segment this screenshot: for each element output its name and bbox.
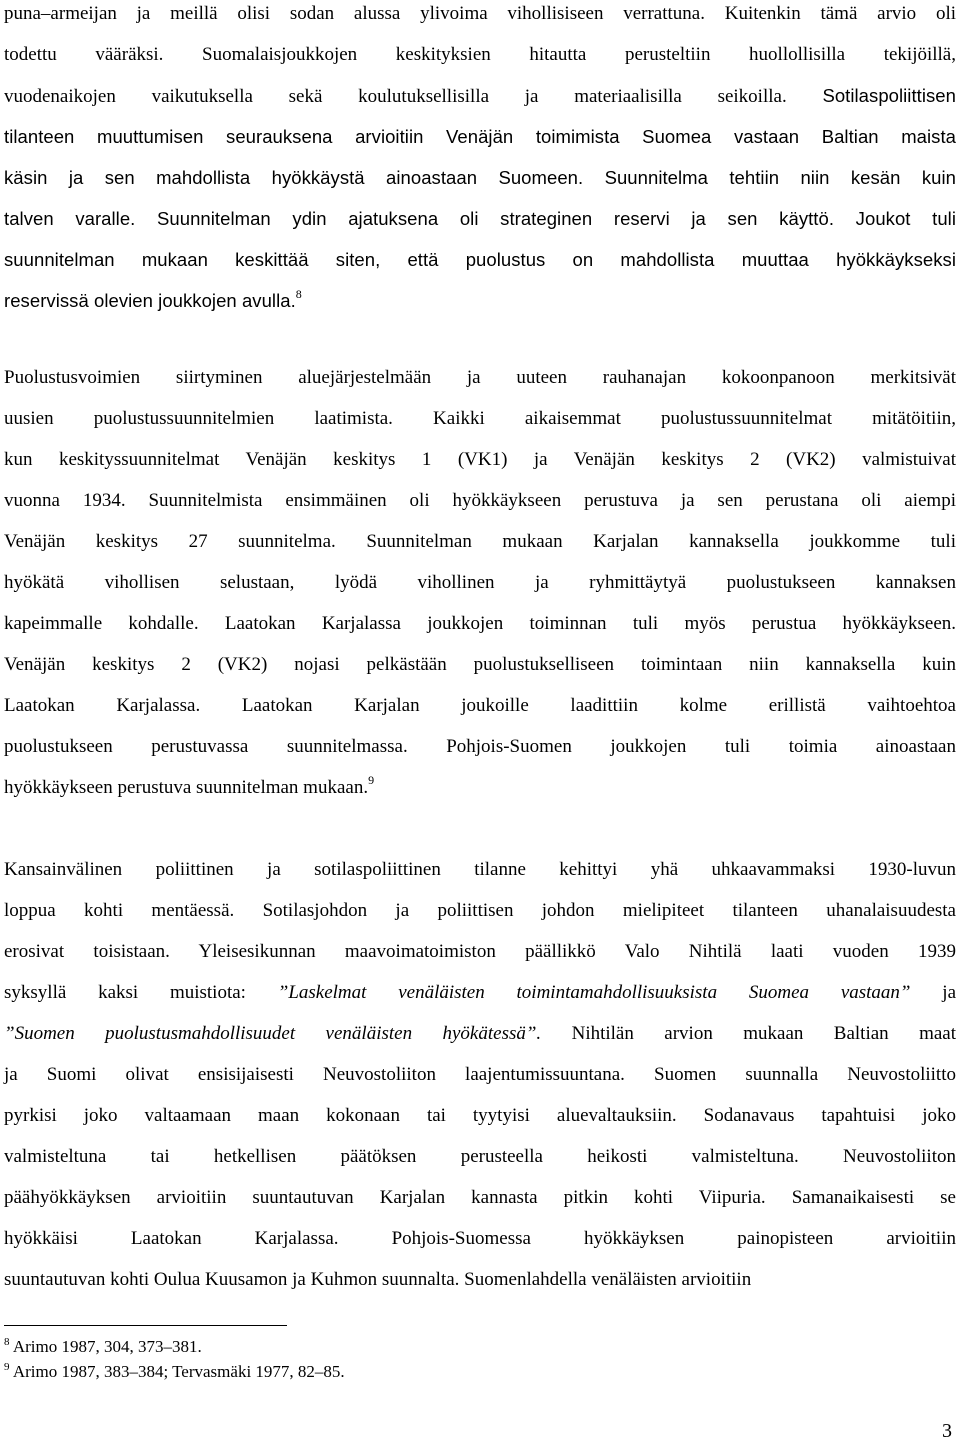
text-line [4, 685, 956, 726]
footnote-8-number: 8 [4, 1336, 10, 1348]
footnote-8-text: Arimo 1987, 304, 373–381. [12, 1337, 202, 1356]
text-line [4, 116, 956, 157]
text-segment: uusien puolustussuunnitelmien laatimista. Kaikki aikaisemmat puolustussuunnitelmat mitätöitiin, [4, 408, 956, 429]
footnote-9-text: Arimo 1987, 383–384; Tervasmäki 1977, 82–85. [12, 1362, 345, 1381]
text-segment: reservissä olevien joukkojen avulla. [4, 290, 296, 311]
text-line [4, 1013, 956, 1054]
text-segment: kun keskityssuunnitelmat Venäjän keskitys 1 (VK1) ja Venäjän keskitys 2 (VK2) valmistuivat [4, 449, 956, 470]
text-segment: ja Suomi olivat ensisijaisesti Neuvostoliiton laajentumissuuntana. Suomen suunnalla Neuvostoliitto [4, 1064, 956, 1085]
text-line [4, 972, 956, 1013]
paragraph-3 [4, 849, 956, 1300]
text-segment: Sotilaspoliittisen [822, 85, 956, 106]
footnote-9 [4, 1362, 345, 1382]
text-line [4, 890, 956, 931]
text-segment: vuodenaikojen vaikutuksella sekä koulutuksellisilla ja materiaalisilla seikoilla. [4, 86, 823, 107]
footnote-9-number: 9 [4, 1361, 10, 1373]
text-segment: suuntautuvan kohti Oulua Kuusamon ja Kuhmon suunnalta. Suomenlahdella venäläisten arvioitiin [4, 1269, 752, 1290]
text-line [4, 767, 956, 808]
text-line [4, 198, 956, 239]
text-line [4, 357, 956, 398]
text-segment: Nihtilän arvion mukaan Baltian maat [541, 1023, 956, 1044]
text-segment: päähyökkäyksen arvioitiin suuntautuvan Karjalan kannasta pitkin kohti Viipuria. Samanaikaisesti se [4, 1187, 956, 1208]
text-segment: syksyllä kaksi muistiota: [4, 982, 278, 1003]
text-line [4, 239, 956, 280]
text-line [4, 1054, 956, 1095]
text-line [4, 157, 956, 198]
text-line [4, 1136, 956, 1177]
text-segment: todettu vääräksi. Suomalaisjoukkojen keskityksien hitautta perusteltiin huollollisilla tekijöillä, [4, 44, 956, 65]
footnote-reference: 9 [368, 773, 375, 787]
text-segment: tilanteen muuttumisen seurauksena arvioitiin Venäjän toimimista Suomea vastaan Baltian maista [4, 126, 956, 147]
text-segment: ”Suomen puolustusmahdollisuudet venäläisten hyökätessä”. [4, 1023, 542, 1044]
text-segment: Venäjän keskitys 27 suunnitelma. Suunnitelman mukaan Karjalan kannaksella joukkomme tuli [4, 531, 956, 552]
text-line [4, 726, 956, 767]
paragraph-1 [4, 0, 956, 321]
text-segment: käsin ja sen mahdollista hyökkäystä ainoastaan Suomeen. Suunnitelma tehtiin niin kesän kuin [4, 167, 956, 188]
text-segment: erosivat toisistaan. Yleisesikunnan maavoimatoimiston päällikkö Valo Nihtilä laati vuoden 1939 [4, 941, 956, 962]
text-segment: vuonna 1934. Suunnitelmista ensimmäinen oli hyökkäykseen perustuva ja sen perustana oli aiempi [4, 490, 956, 511]
text-segment: suunnitelman mukaan keskittää siten, että puolustus on mahdollista muuttaa hyökkäykseksi [4, 249, 956, 270]
text-segment: Puolustusvoimien siirtyminen aluejärjestelmään ja uuteen rauhanajan kokoonpanoon merkitsivät [4, 367, 956, 388]
text-line [4, 521, 956, 562]
footnote-reference: 8 [295, 287, 302, 301]
text-segment: puolustukseen perustuvassa suunnitelmassa. Pohjois-Suomen joukkojen tuli toimia ainoastaan [4, 736, 956, 757]
text-line [4, 849, 956, 890]
text-segment: valmisteltuna tai hetkellisen päätöksen perusteella heikosti valmisteltuna. Neuvostoliiton [4, 1146, 956, 1167]
text-segment: ”Laskelmat venäläisten toimintamahdollisuuksista Suomea vastaan” [277, 982, 911, 1003]
text-segment: pyrkisi joko valtaamaan maan kokonaan tai tyytyisi aluevaltauksiin. Sodanavaus tapahtuisi joko [4, 1105, 956, 1126]
text-segment: talven varalle. Suunnitelman ydin ajatuksena oli strateginen reservi ja sen käyttö. Joukot tuli [4, 208, 956, 229]
text-line [4, 644, 956, 685]
text-line [4, 34, 956, 75]
paragraph-2 [4, 357, 956, 808]
text-segment: Kansainvälinen poliittinen ja sotilaspoliittinen tilanne kehittyi yhä uhkaavammaksi 1930-luvun [4, 859, 956, 880]
text-segment: ja [910, 982, 956, 1003]
text-segment: loppua kohti mentäessä. Sotilasjohdon ja poliittisen johdon mielipiteet tilanteen uhanalaisuudesta [4, 900, 956, 921]
page-number: 3 [942, 1420, 952, 1442]
text-segment: Laatokan Karjalassa. Laatokan Karjalan joukoille laadittiin kolme erillistä vaihtoehtoa [4, 695, 956, 716]
text-line [4, 562, 956, 603]
text-segment: kapeimmalle kohdalle. Laatokan Karjalassa joukkojen toiminnan tuli myös perustua hyökkäykseen. [4, 613, 956, 634]
text-line [4, 1177, 956, 1218]
text-line [4, 398, 956, 439]
text-line [4, 75, 956, 116]
text-segment: Venäjän keskitys 2 (VK2) nojasi pelkästään puolustukselliseen toimintaan niin kannaksella kuin [4, 654, 956, 675]
text-line [4, 931, 956, 972]
text-segment: hyökätä vihollisen selustaan, lyödä vihollinen ja ryhmittäytyä puolustukseen kannaksen [4, 572, 956, 593]
text-line [4, 439, 956, 480]
text-line [4, 1218, 956, 1259]
footnote-separator [4, 1325, 287, 1326]
text-line [4, 1095, 956, 1136]
text-line [4, 1259, 956, 1300]
text-segment: hyökkäisi Laatokan Karjalassa. Pohjois-Suomessa hyökkäyksen painopisteen arvioitiin [4, 1228, 956, 1249]
text-segment: puna–armeijan ja meillä olisi sodan alussa ylivoima vihollisiseen verrattuna. Kuitenkin tämä arvio oli [4, 3, 956, 24]
text-line [4, 0, 956, 34]
text-line [4, 280, 956, 321]
text-line [4, 480, 956, 521]
text-segment: hyökkäykseen perustuva suunnitelman mukaan. [4, 777, 369, 798]
footnote-8 [4, 1337, 202, 1357]
text-line [4, 603, 956, 644]
